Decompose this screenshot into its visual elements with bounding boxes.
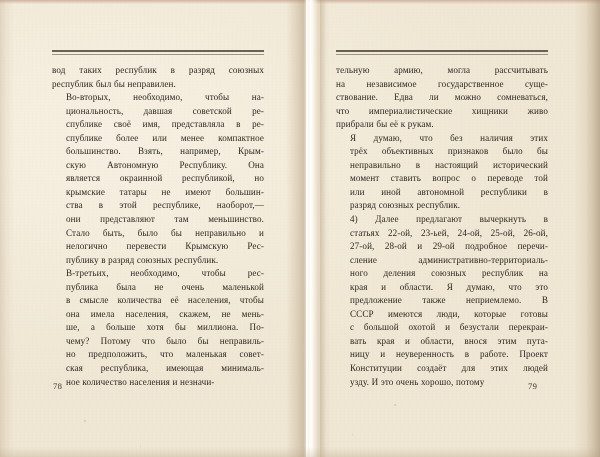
text-line: в смысле количества её населения, чтобы <box>66 295 264 306</box>
text-line: циональность, давшая советской ре- <box>66 105 264 116</box>
left-page-folio: 78 <box>53 381 63 391</box>
text-line: Конституции создаёт для этих людей <box>350 363 548 374</box>
text-line: вод таких республик в разряд союзных <box>52 65 264 75</box>
paragraph <box>336 132 548 213</box>
paragraph <box>336 213 548 389</box>
text-line: 4) Далее предлагают вычеркнуть в <box>350 214 548 225</box>
text-line: неправильно в настоящий исторический <box>350 159 548 170</box>
right-page-header-rule <box>336 50 548 55</box>
text-line: ствование. Едва ли можно сомневаться, <box>336 92 548 103</box>
text-line: момент ставить вопрос о переводе той <box>350 173 548 184</box>
right-page-folio: 79 <box>528 381 538 391</box>
rule-thin-bar <box>52 54 264 55</box>
left-page-body-text <box>52 64 264 389</box>
text-line: трёх объективных признаков было бы <box>350 146 548 157</box>
text-line: вать края и области, внося этим пута- <box>350 335 548 346</box>
paragraph <box>336 64 548 132</box>
text-line: предложение также неприемлемо. В <box>350 295 548 306</box>
text-line: она имела населения, скажем, не мень- <box>66 308 264 319</box>
text-line: публику в разряд союзных республик. <box>66 254 219 265</box>
text-line: скую Автономную Республику. Она <box>66 159 264 170</box>
rule-thin-bar <box>336 54 548 55</box>
text-line: или иной автономной республики в <box>350 186 548 197</box>
text-line: края и области. Я думаю, что это <box>350 281 548 292</box>
scan-top-border <box>0 0 600 4</box>
text-line: крымские татары не имеют большин- <box>66 186 264 197</box>
text-line: ницу и неуверенность в работе. Проект <box>350 349 548 360</box>
text-line: они представляют там меньшинство. <box>66 214 264 225</box>
text-line: ская республика, имеющая минималь- <box>66 363 264 374</box>
text-line: является окраинной республикой, но <box>66 173 264 184</box>
text-line: разряд союзных республик. <box>350 200 461 211</box>
text-line: Стало быть, было бы неправильно и <box>66 227 264 238</box>
text-line: спублике своё имя, представляла в ре- <box>66 119 264 130</box>
text-line: Во-вторых, необходимо, чтобы на- <box>66 92 264 103</box>
text-line: 27-ой, 28-ой и 29-ой подробное перечи- <box>350 241 548 252</box>
left-page <box>52 50 264 389</box>
paragraph <box>52 91 264 267</box>
text-line: ства в этой республике, наоборот,— <box>66 200 264 211</box>
text-line: республик был бы неправилен. <box>52 78 176 89</box>
rule-thick-bar <box>52 50 264 52</box>
text-line: СССР имеются люди, которые готовы <box>350 308 548 319</box>
text-line: тельную армию, могла рассчитывать <box>336 65 548 75</box>
text-line: прибрали бы её к рукам. <box>336 119 434 130</box>
text-line: ного деления союзных республик на <box>350 268 548 279</box>
paragraph <box>52 267 264 389</box>
text-line: с большой охотой и безустали перекраи- <box>350 322 548 333</box>
text-line: Я думаю, что без наличия этих <box>350 132 548 143</box>
text-line: ше, а больше хотя бы миллиона. По- <box>66 322 264 333</box>
paragraph <box>52 64 264 91</box>
text-line: публика была не очень маленькой <box>66 281 264 292</box>
left-page-header-rule <box>52 50 264 55</box>
text-line: чему? Потому что было бы неправиль- <box>66 335 264 346</box>
text-line: статьях 22-ой, 23-ьей, 24-ой, 25-ой, 26-ой, <box>350 227 548 238</box>
text-line: сление административно-территориаль- <box>350 254 548 265</box>
text-line: В-третьих, необходимо, чтобы рес- <box>66 268 264 279</box>
rule-thick-bar <box>336 50 548 52</box>
text-line: ное количество населения и незначи- <box>66 376 215 387</box>
text-line: но предположить, что маленькая совет- <box>66 349 264 360</box>
text-line: на независимое государственное суще- <box>336 78 548 89</box>
text-line: большинство. Взять, например, Крым- <box>66 146 264 157</box>
right-page-body-text <box>336 64 548 389</box>
text-line: что империалистические хищники живо <box>336 105 548 116</box>
text-line: нелогично перевести Крымскую Рес- <box>66 241 264 252</box>
right-page <box>336 50 548 389</box>
text-line: спублике более или менее компактное <box>66 132 264 143</box>
text-line: узду. И это очень хорошо, потому <box>350 376 485 387</box>
